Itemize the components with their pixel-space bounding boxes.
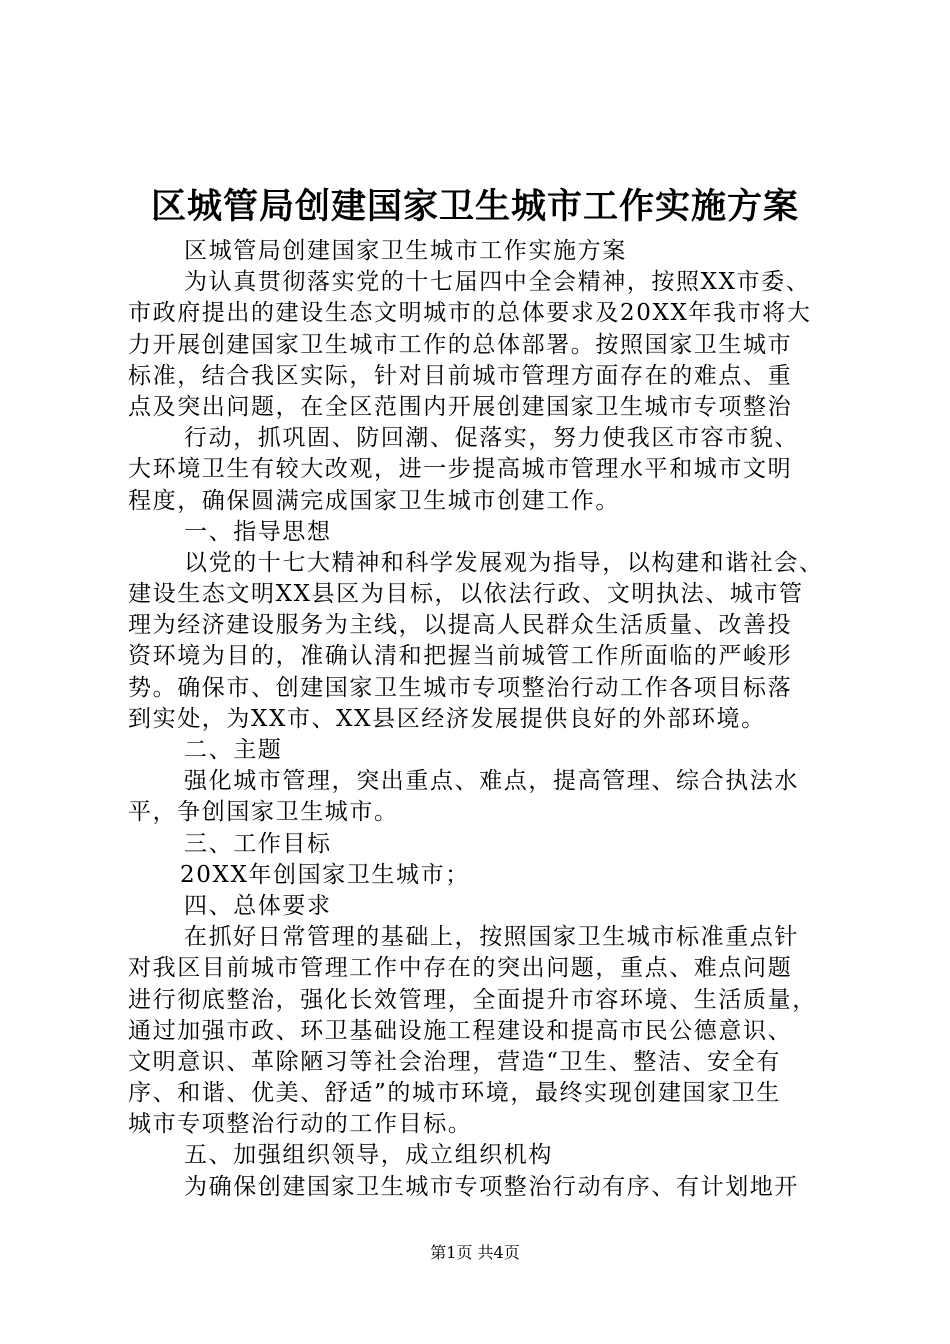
body-line: 资环境为目的，准确认清和把握当前城管工作所面临的严峻形: [128, 643, 793, 670]
body-line: 平，争创国家卫生城市。: [128, 799, 399, 826]
body-line: 20XX年创国家卫生城市；: [180, 861, 470, 888]
body-line: 标准，结合我区实际，针对目前城市管理方面存在的难点、重: [128, 362, 793, 389]
body-line: 行动，抓巩固、防回潮、促落实，努力使我区市容市貌、: [184, 425, 799, 452]
body-line: 大环境卫生有较大改观，进一步提高城市管理水平和城市文明: [128, 456, 793, 483]
body-line: 四、总体要求: [184, 892, 332, 919]
body-line: 对我区目前城市管理工作中存在的突出问题，重点、难点问题: [128, 955, 793, 982]
document-body: [128, 236, 828, 1203]
body-line: 通过加强市政、环卫基础设施工程建设和提高市民公德意识、: [128, 1017, 793, 1044]
body-line: 建设生态文明XX县区为目标，以依法行政、文明执法、城市管: [128, 581, 804, 608]
body-line: 文明意识、革除陋习等社会治理，营造“卫生、整洁、安全有: [128, 1048, 781, 1075]
document-title: 区城管局创建国家卫生城市工作实施方案: [150, 186, 799, 227]
body-line: 区城管局创建国家卫生城市工作实施方案: [184, 238, 627, 264]
body-line: 市政府提出的建设生态文明城市的总体要求及20XX年我市将大: [128, 300, 812, 327]
body-line: 程度，确保圆满完成国家卫生城市创建工作。: [128, 487, 620, 514]
body-line: 进行彻底整治，强化长效管理，全面提升市容环境、生活质量，: [128, 986, 817, 1013]
body-line: 五、加强组织领导，成立组织机构: [184, 1142, 553, 1169]
body-line: 强化城市管理，突出重点、难点，提高管理、综合执法水: [184, 768, 799, 795]
body-line: 城市专项整治行动的工作目标。: [128, 1111, 473, 1138]
body-line: 以党的十七大精神和科学发展观为指导，以构建和谐社会、: [184, 549, 824, 576]
body-line: 三、工作目标: [184, 830, 332, 857]
body-line: 在抓好日常管理的基础上，按照国家卫生城市标准重点针: [184, 924, 799, 951]
body-line: 序、和谐、优美、舒适”的城市环境，最终实现创建国家卫生: [128, 1080, 781, 1107]
body-line: 为确保创建国家卫生城市专项整治行动有序、有计划地开: [184, 1173, 799, 1200]
body-line: 为认真贯彻落实党的十七届四中全会精神，按照XX市委、: [184, 269, 811, 296]
body-line: 力开展创建国家卫生城市工作的总体部署。按照国家卫生城市: [128, 331, 793, 358]
body-line: 点及突出问题，在全区范围内开展创建国家卫生城市专项整治: [128, 393, 793, 420]
body-line: 一、指导思想: [184, 518, 332, 545]
body-line: 势。确保市、创建国家卫生城市专项整治行动工作各项目标落: [128, 674, 793, 701]
page-footer: 第1页 共4页: [430, 1243, 520, 1262]
body-line: 到实处，为XX市、XX县区经济发展提供良好的外部环境。: [128, 705, 766, 732]
body-line: 二、主题: [184, 737, 283, 763]
body-line: 理为经济建设服务为主线，以提高人民群众生活质量、改善投: [128, 612, 793, 639]
